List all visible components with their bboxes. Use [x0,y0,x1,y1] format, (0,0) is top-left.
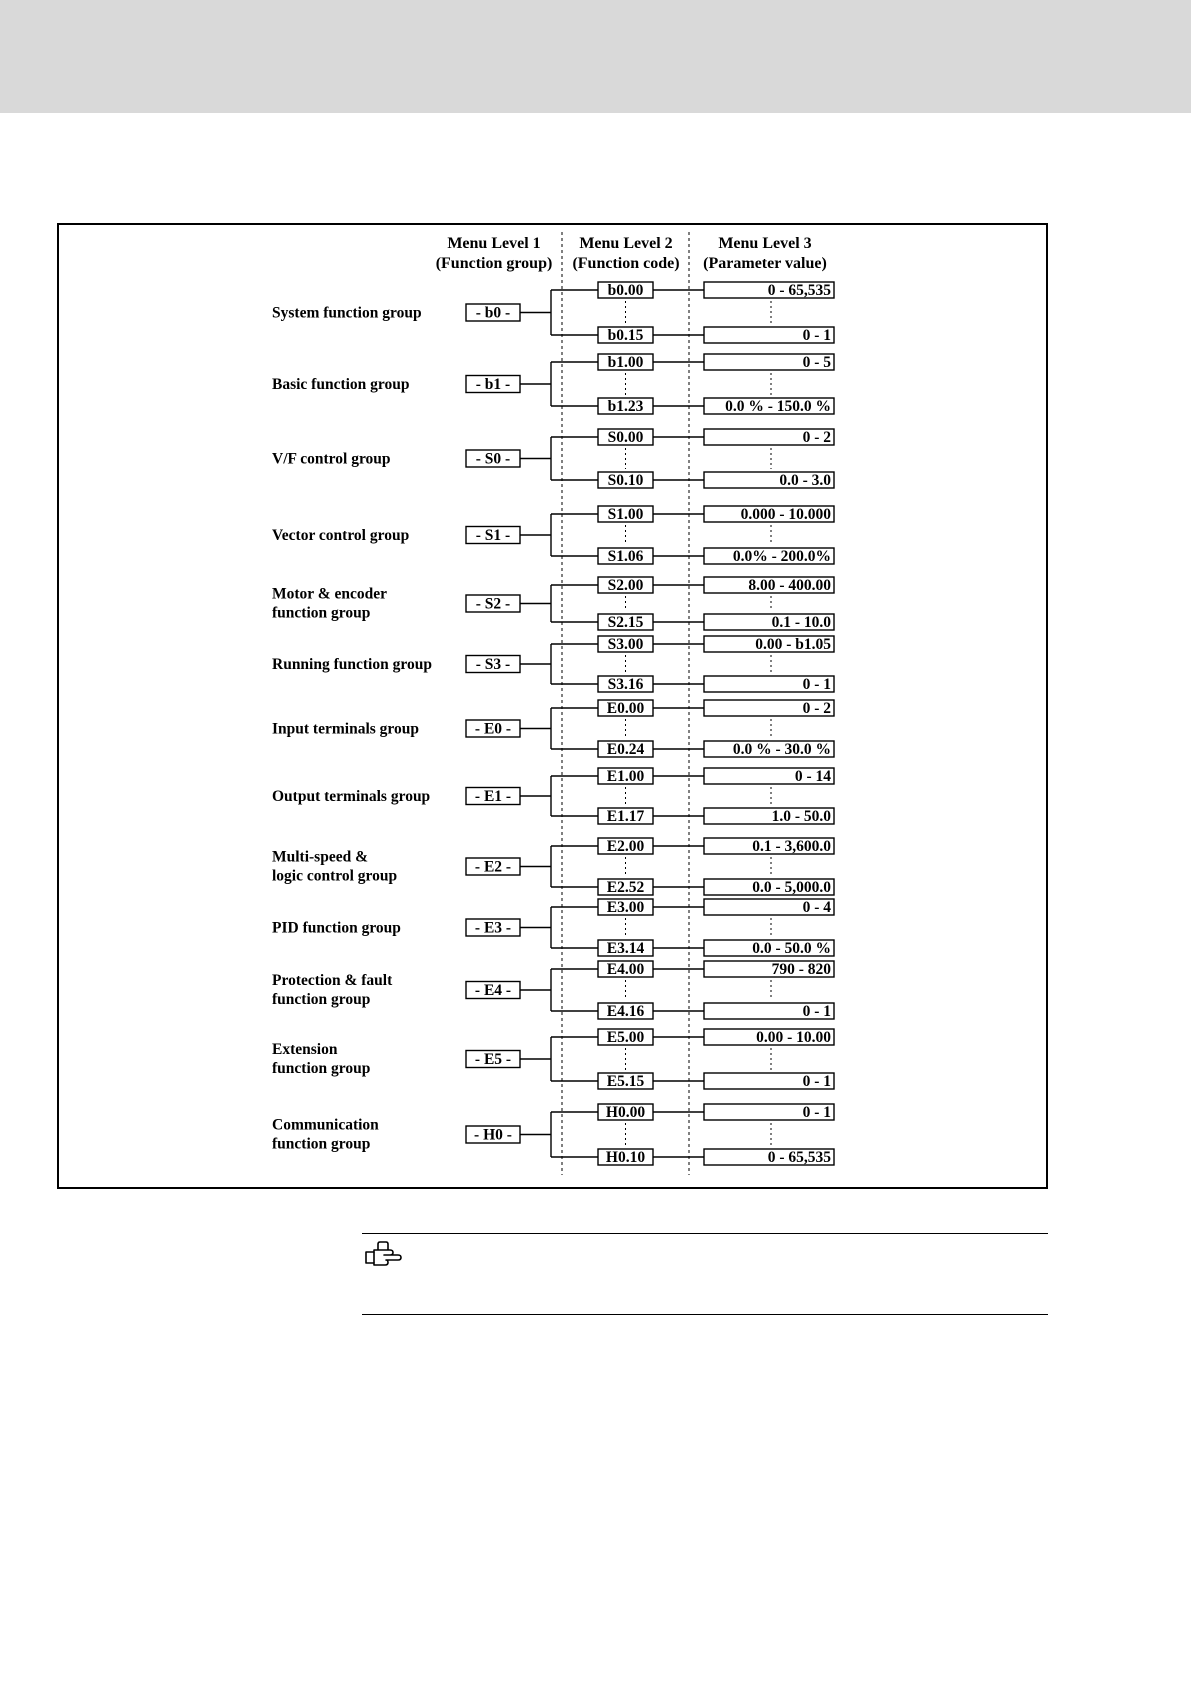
parameter-range: 0 - 1 [802,327,831,344]
parameter-range: 0 - 2 [802,700,831,717]
group-label: Basic function group [272,376,410,393]
function-code: S0.00 [607,429,644,446]
function-group-row [272,506,834,565]
group-label: Multi-speed & [272,848,369,866]
group-code: - E5 - [474,1051,512,1068]
parameter-range: 0.0 - 50.0 % [752,940,831,957]
function-group-row [272,354,834,415]
function-code: S0.10 [607,472,644,489]
group-label: function group [272,1060,371,1077]
function-code: S1.00 [607,506,644,523]
parameter-range: 0.0 % - 30.0 % [732,741,831,758]
level1-subtitle: (Function group) [435,255,553,272]
level1-title: Menu Level 1 [447,235,541,252]
group-label: Motor & encoder [272,585,388,603]
parameter-range: 0 - 65,535 [767,1149,831,1166]
parameter-range: 0.1 - 10.0 [771,614,831,631]
pointing-hand-icon [364,1240,406,1270]
group-label: Output terminals group [272,788,431,805]
parameter-range: 0 - 65,535 [767,282,831,299]
function-group-row [272,1029,834,1090]
function-code: b1.00 [607,354,644,371]
group-code: - H0 - [474,1126,512,1144]
parameter-range: 0 - 1 [802,1073,831,1090]
function-group-row [272,1104,834,1166]
function-code: S3.16 [607,676,644,693]
note-bottom-rule [362,1314,1048,1315]
note-top-rule [362,1233,1048,1234]
group-label: PID function group [272,919,401,937]
parameter-range: 0.0 % - 150.0 % [725,398,831,415]
parameter-range: 0.00 - 10.00 [756,1029,831,1046]
parameter-range: 8.00 - 400.00 [748,577,831,594]
parameter-range: 0.0 - 5,000.0 [752,879,831,896]
parameter-range: 0 - 1 [802,1104,831,1121]
parameter-range: 0.1 - 3,600.0 [752,838,831,855]
function-code: S1.06 [607,548,644,565]
group-label: Vector control group [272,527,410,544]
function-group-row [272,636,834,693]
group-label: function group [272,604,371,622]
function-code: S2.15 [607,614,644,631]
function-group-row [272,899,834,957]
function-code: E4.16 [606,1003,645,1020]
parameter-range: 0.000 - 10.000 [740,506,831,523]
function-group-row [272,961,834,1020]
function-code: S3.00 [607,636,644,653]
group-label: logic control group [272,867,398,885]
function-code: E3.14 [606,940,645,957]
group-code: - S3 - [475,656,511,673]
group-label: function group [272,991,371,1008]
function-code: E4.00 [606,961,645,978]
function-code: E2.52 [606,879,645,896]
group-label: Extension [272,1041,338,1058]
function-code: E5.15 [606,1073,645,1090]
group-label: Running function group [272,656,432,673]
parameter-range: 1.0 - 50.0 [771,808,831,825]
function-code: E0.24 [606,741,645,758]
function-code: S2.00 [607,577,644,594]
group-code: - E4 - [474,982,512,999]
function-group-row [272,429,834,489]
function-code: E1.17 [606,808,645,825]
function-code: H0.00 [605,1104,646,1121]
group-code: - S0 - [475,450,511,468]
function-code: b0.15 [607,327,644,344]
group-code: - E1 - [474,788,512,805]
function-code: H0.10 [605,1149,646,1166]
parameter-range: 0 - 4 [802,899,831,916]
parameter-range: 0 - 14 [794,768,831,785]
group-label: Protection & fault [272,972,393,989]
function-group-row [272,768,834,825]
function-group-row [272,282,834,344]
parameter-range: 0 - 1 [802,1003,831,1020]
function-code: E5.00 [606,1029,645,1046]
function-code: E2.00 [606,838,645,855]
parameter-range: 0.00 - b1.05 [755,636,831,653]
group-label: Communication [272,1116,379,1134]
level2-title: Menu Level 2 [579,235,673,252]
function-code: E3.00 [606,899,645,916]
parameter-range: 0 - 5 [802,354,831,371]
group-code: - E0 - [474,720,512,738]
parameter-range: 0.0% - 200.0% [732,548,831,565]
function-code: E1.00 [606,768,645,785]
function-group-row [272,838,834,896]
parameter-range: 790 - 820 [771,961,831,978]
function-code: b0.00 [607,282,644,299]
group-code: - E3 - [474,919,512,937]
group-code: - b0 - [475,304,511,322]
group-code: - E2 - [474,858,512,876]
group-code: - S1 - [475,527,511,544]
function-group-row [272,700,834,758]
parameter-range: 0.0 - 3.0 [779,472,831,489]
group-label: V/F control group [272,450,391,468]
function-group-row [272,577,834,631]
parameter-range: 0 - 1 [802,676,831,693]
group-code: - b1 - [475,376,511,393]
group-label: Input terminals group [272,720,419,738]
group-label: function group [272,1135,371,1153]
parameter-range: 0 - 2 [802,429,831,446]
group-code: - S2 - [475,595,511,613]
level3-subtitle: (Parameter value) [703,255,827,272]
function-code: b1.23 [607,398,644,415]
level2-subtitle: (Function code) [572,255,680,272]
level3-title: Menu Level 3 [718,235,812,252]
group-label: System function group [272,304,422,322]
function-code: E0.00 [606,700,645,717]
